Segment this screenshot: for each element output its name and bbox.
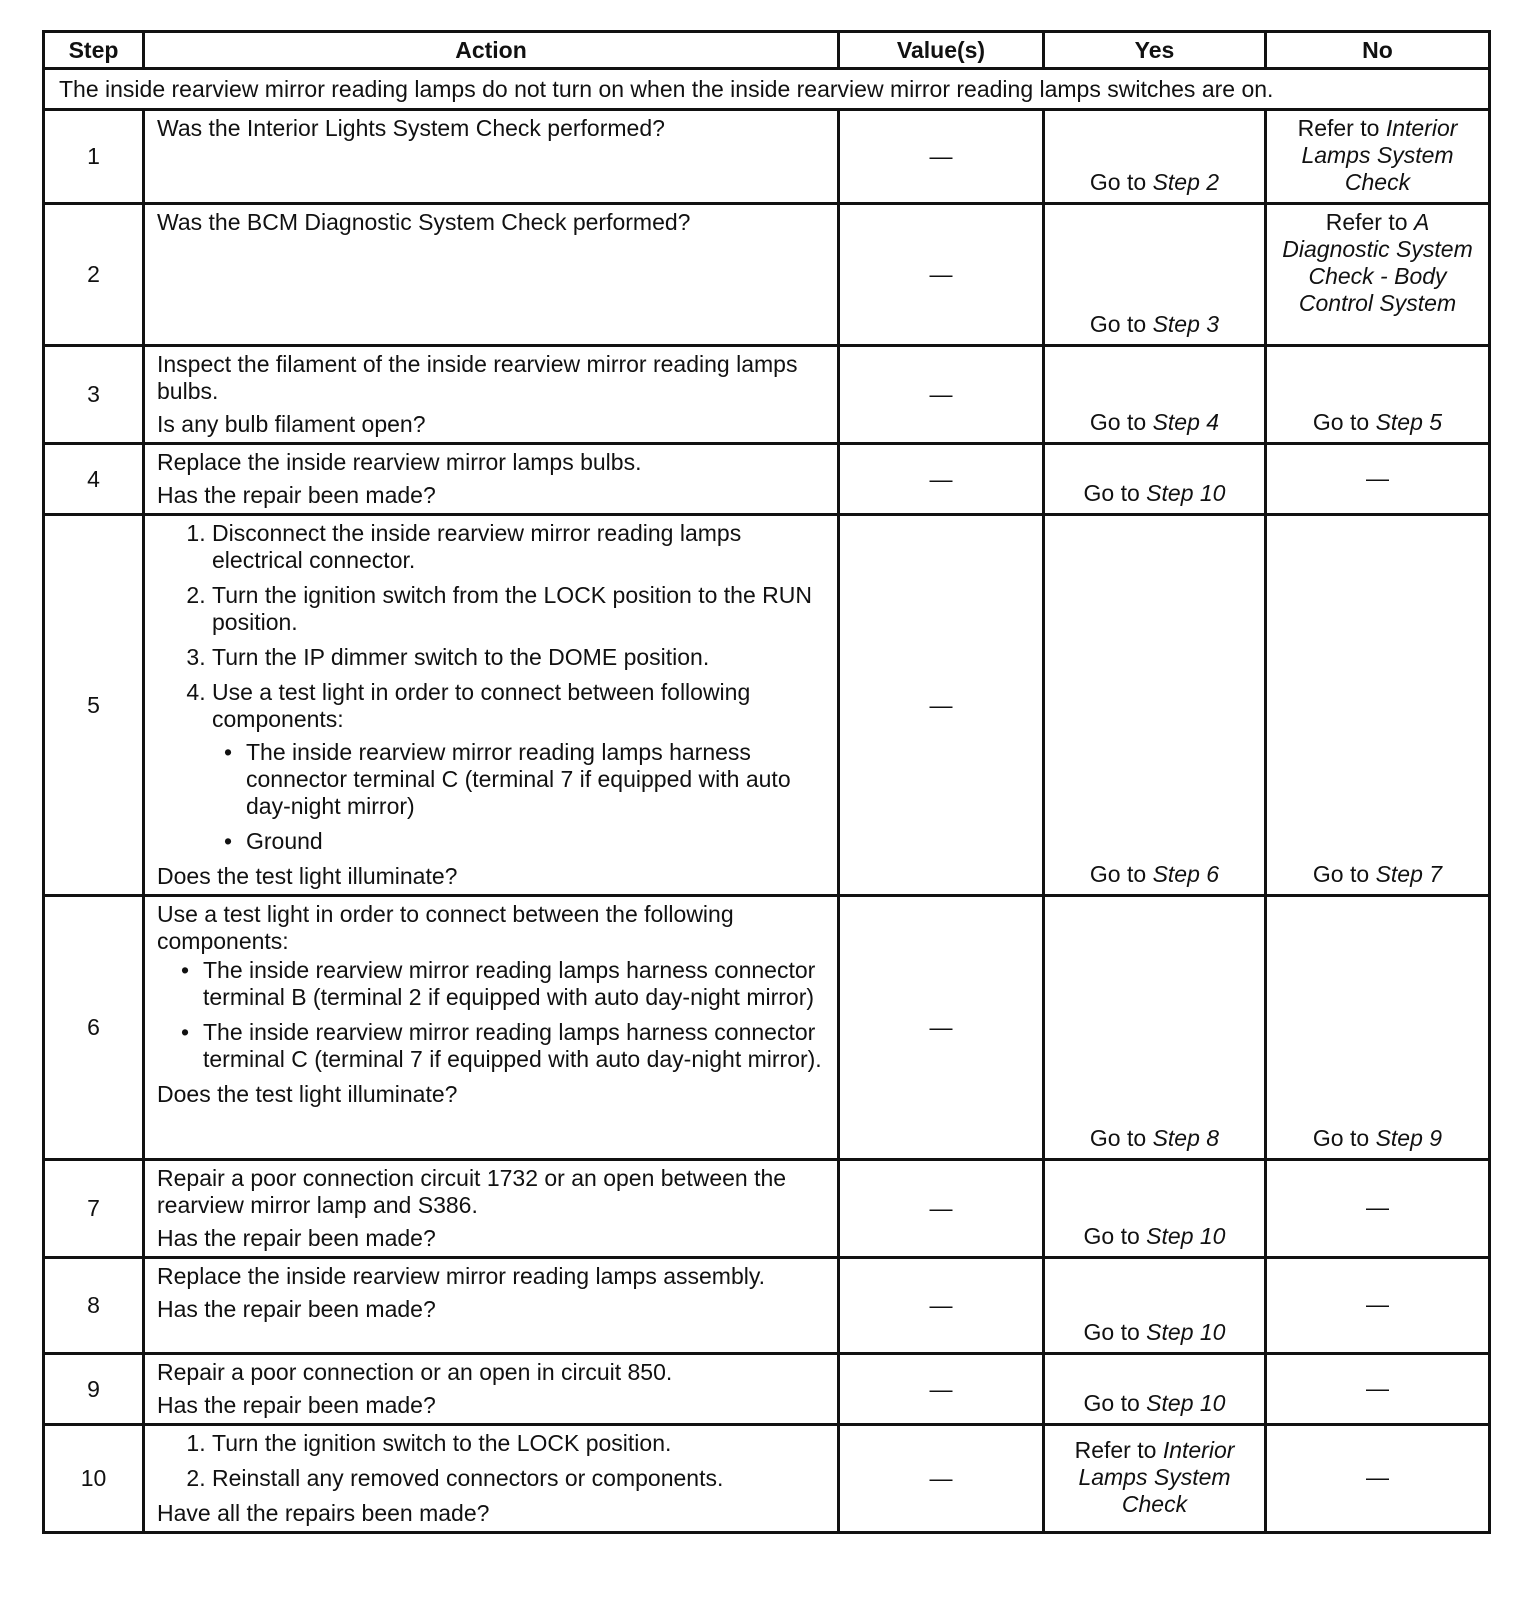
action-question: Is any bulb filament open?: [157, 411, 426, 437]
step-number: 7: [44, 1160, 144, 1258]
action-cell: [144, 1258, 839, 1354]
table-row: [44, 1258, 1490, 1354]
value-cell: —: [839, 204, 1044, 346]
header-yes: Yes: [1044, 32, 1266, 69]
table-row: [44, 1160, 1490, 1258]
value-cell: —: [839, 1354, 1044, 1425]
action-cell: [144, 346, 839, 444]
value-cell: —: [839, 896, 1044, 1160]
action-question: Was the Interior Lights System Check performed?: [157, 115, 665, 141]
step-number: 1: [44, 110, 144, 204]
step-link[interactable]: Step 5: [1375, 409, 1443, 435]
action-cell: [144, 515, 839, 896]
bullet-item: • The inside rearview mirror reading lamps harness connector terminal B (terminal 2 if equipped with auto day-night mirror): [203, 957, 827, 1011]
bullet-list: [157, 957, 827, 1073]
refer-to-label: Refer to: [1325, 209, 1408, 235]
procedure-item: [212, 679, 827, 855]
table-row: [44, 346, 1490, 444]
go-to-label: Go to: [1312, 409, 1370, 435]
go-to-label: Go to: [1089, 169, 1147, 195]
value-cell: —: [839, 515, 1044, 896]
value-cell: —: [839, 1425, 1044, 1533]
step-link[interactable]: Step 2: [1152, 169, 1220, 195]
value-cell: —: [839, 444, 1044, 515]
action-text: Replace the inside rearview mirror reading lamps assembly.: [157, 1263, 766, 1289]
value-cell: —: [839, 346, 1044, 444]
value-cell: —: [839, 1160, 1044, 1258]
no-cell: —: [1266, 444, 1490, 515]
step-link[interactable]: Step 10: [1146, 1319, 1226, 1345]
condition-text: The inside rearview mirror reading lamps do not turn on when the inside rearview mirror reading lamps switches are on.: [44, 69, 1490, 110]
go-to-label: Go to: [1089, 409, 1147, 435]
no-cell: [1266, 515, 1490, 896]
action-text: Repair a poor connection or an open in circuit 850.: [157, 1359, 673, 1385]
step-link[interactable]: Step 4: [1152, 409, 1220, 435]
table-row: [44, 444, 1490, 515]
header-action: Action: [144, 32, 839, 69]
yes-cell: [1044, 1160, 1266, 1258]
step-link[interactable]: Step 8: [1152, 1125, 1220, 1151]
table-row: [44, 896, 1490, 1160]
action-text: Inspect the filament of the inside rearview mirror reading lamps bulbs.: [157, 351, 798, 404]
no-cell: —: [1266, 1354, 1490, 1425]
yes-cell: [1044, 515, 1266, 896]
table-row: [44, 204, 1490, 346]
condition-row: [44, 69, 1490, 110]
step-link[interactable]: Step 10: [1146, 480, 1226, 506]
action-text: Repair a poor connection circuit 1732 or an open between the rearview mirror lamp and S386.: [157, 1165, 787, 1218]
action-question: Has the repair been made?: [157, 482, 436, 508]
value-cell: —: [839, 1258, 1044, 1354]
no-cell: [1266, 346, 1490, 444]
step-number: 4: [44, 444, 144, 515]
yes-cell: [1044, 110, 1266, 204]
procedure-item-text: Use a test light in order to connect between following components:: [212, 679, 751, 732]
procedure-list: [157, 1430, 827, 1492]
header-no: No: [1266, 32, 1490, 69]
procedure-item: 2. Reinstall any removed connectors or components.: [212, 1465, 827, 1492]
action-question: Has the repair been made?: [157, 1296, 436, 1322]
table-row: [44, 1354, 1490, 1425]
action-text: Use a test light in order to connect between the following components:: [157, 901, 734, 954]
action-cell: [144, 110, 839, 204]
step-number: 2: [44, 204, 144, 346]
step-link[interactable]: Step 9: [1375, 1125, 1443, 1151]
procedure-item: 3. Turn the IP dimmer switch to the DOME position.: [212, 644, 827, 671]
step-number: 3: [44, 346, 144, 444]
no-cell: —: [1266, 1425, 1490, 1533]
procedure-item: 1. Turn the ignition switch to the LOCK position.: [212, 1430, 827, 1457]
go-to-label: Go to: [1312, 861, 1370, 887]
bullet-item: • The inside rearview mirror reading lamps harness connector terminal C (terminal 7 if equipped with auto day-night mirror).: [203, 1019, 827, 1073]
table-row: [44, 515, 1490, 896]
action-question: Has the repair been made?: [157, 1225, 436, 1251]
reference-link[interactable]: A Diagnostic System Check - Body Control System: [1282, 209, 1473, 316]
yes-cell: [1044, 204, 1266, 346]
step-number: 5: [44, 515, 144, 896]
go-to-label: Go to: [1089, 311, 1147, 337]
action-question: Was the BCM Diagnostic System Check performed?: [157, 209, 691, 235]
table-row: [44, 1425, 1490, 1533]
go-to-label: Go to: [1089, 861, 1147, 887]
yes-cell: [1044, 346, 1266, 444]
action-cell: [144, 444, 839, 515]
value-cell: —: [839, 110, 1044, 204]
procedure-item: 1. Disconnect the inside rearview mirror reading lamps electrical connector.: [212, 520, 827, 574]
action-cell: [144, 896, 839, 1160]
yes-cell: [1044, 1425, 1266, 1533]
refer-to-label: Refer to: [1297, 115, 1380, 141]
reference-link[interactable]: Interior Lamps System Check: [1301, 115, 1458, 195]
go-to-label: Go to: [1083, 1319, 1140, 1345]
diagnostic-table: [42, 30, 1491, 1534]
bullet-list: [212, 739, 827, 855]
yes-cell: [1044, 1354, 1266, 1425]
go-to-label: Go to: [1312, 1125, 1370, 1151]
procedure-list: [157, 520, 827, 855]
go-to-label: Go to: [1089, 1125, 1147, 1151]
step-number: 9: [44, 1354, 144, 1425]
step-number: 10: [44, 1425, 144, 1533]
step-link[interactable]: Step 10: [1146, 1223, 1226, 1249]
action-text: Replace the inside rearview mirror lamps bulbs.: [157, 449, 642, 475]
no-cell: —: [1266, 1258, 1490, 1354]
no-cell: [1266, 110, 1490, 204]
yes-cell: [1044, 1258, 1266, 1354]
action-question: Have all the repairs been made?: [157, 1500, 490, 1526]
no-cell: [1266, 204, 1490, 346]
go-to-label: Go to: [1083, 480, 1140, 506]
action-question: Does the test light illuminate?: [157, 863, 458, 889]
yes-cell: [1044, 896, 1266, 1160]
go-to-label: Go to: [1083, 1390, 1140, 1416]
header-row: [44, 32, 1490, 69]
step-link[interactable]: Step 6: [1152, 861, 1220, 887]
step-link[interactable]: Step 7: [1375, 861, 1443, 887]
step-link[interactable]: Step 3: [1152, 311, 1220, 337]
bullet-item: • The inside rearview mirror reading lamps harness connector terminal C (terminal 7 if equipped with auto day-night mirror): [246, 739, 827, 820]
bullet-item: • Ground: [246, 828, 827, 855]
header-step: Step: [44, 32, 144, 69]
action-cell: [144, 1425, 839, 1533]
step-number: 6: [44, 896, 144, 1160]
action-cell: [144, 204, 839, 346]
yes-cell: [1044, 444, 1266, 515]
action-question: Does the test light illuminate?: [157, 1081, 458, 1107]
action-cell: [144, 1160, 839, 1258]
refer-to-label: Refer to: [1074, 1437, 1157, 1463]
no-cell: —: [1266, 1160, 1490, 1258]
action-cell: [144, 1354, 839, 1425]
no-cell: [1266, 896, 1490, 1160]
action-question: Has the repair been made?: [157, 1392, 436, 1418]
table-row: [44, 110, 1490, 204]
procedure-item: 2. Turn the ignition switch from the LOCK position to the RUN position.: [212, 582, 827, 636]
step-number: 8: [44, 1258, 144, 1354]
step-link[interactable]: Step 10: [1146, 1390, 1226, 1416]
header-values: Value(s): [839, 32, 1044, 69]
go-to-label: Go to: [1083, 1223, 1140, 1249]
reference-link[interactable]: Interior Lamps System Check: [1078, 1437, 1235, 1517]
